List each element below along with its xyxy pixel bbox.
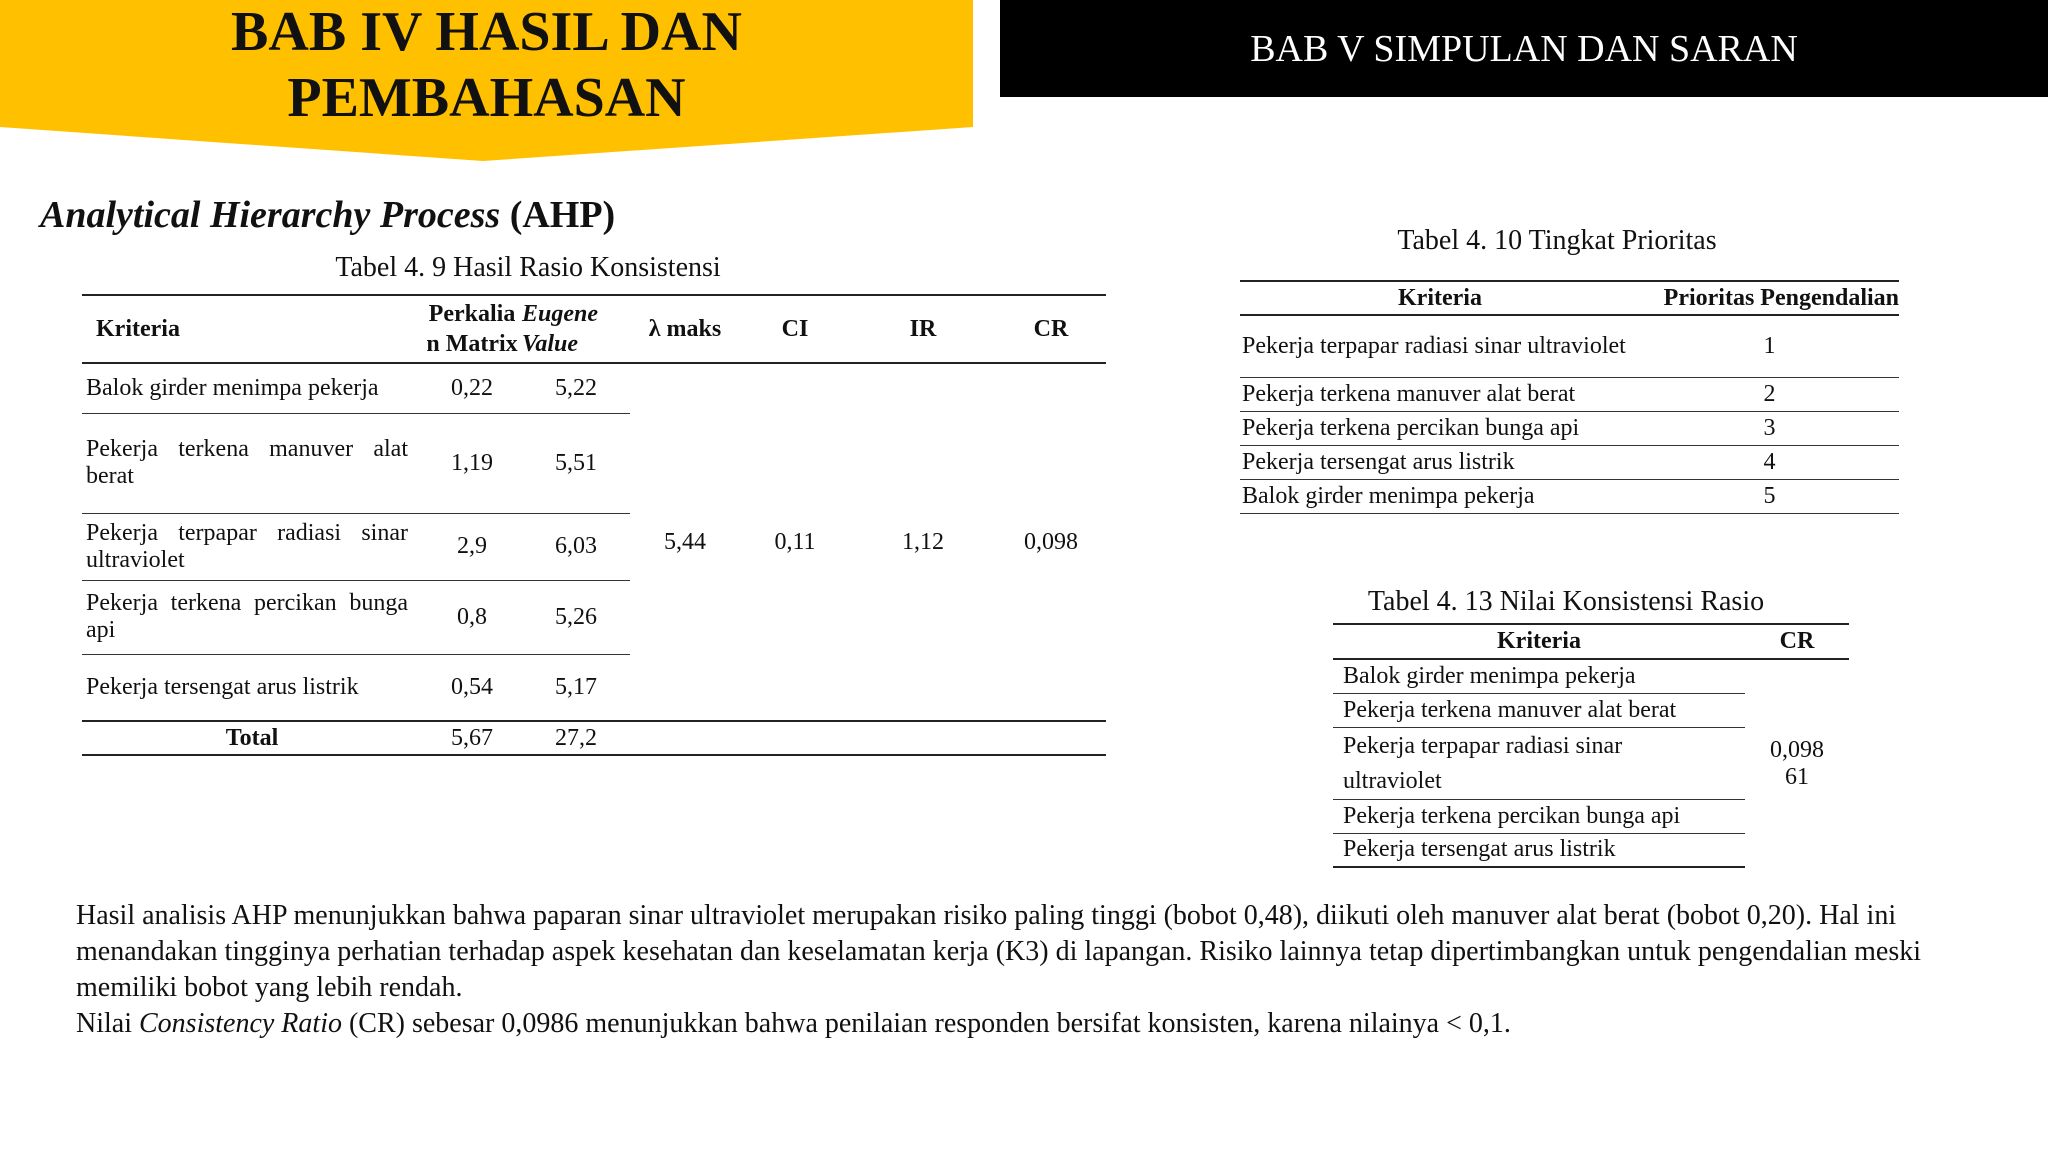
summary-paragraph-2: Nilai Consistency Ratio (CR) sebesar 0,0986 menunjukkan bahwa penilaian responden bersifat konsisten, karena nilainya < 0,1. bbox=[76, 1008, 1511, 1039]
row-matrix: 0,54 bbox=[451, 673, 493, 700]
row-eugene: 5,51 bbox=[522, 413, 630, 513]
row-kriteria: Pekerja terpapar radiasi sinar ultraviolet bbox=[1240, 315, 1640, 377]
row-matrix: 0,22 bbox=[422, 363, 522, 413]
row-kriteria: Pekerja tersengat arus listrik bbox=[1240, 445, 1640, 479]
row-kriteria: Pekerja terkena percikan bunga api bbox=[1333, 799, 1745, 833]
header-lambda-maks: λ maks bbox=[630, 295, 740, 363]
row-prioritas: 2 bbox=[1640, 377, 1899, 411]
row-kriteria: Balok girder menimpa pekerja bbox=[1333, 659, 1745, 693]
section-title-rest: (AHP) bbox=[500, 194, 616, 236]
table-row bbox=[1240, 479, 1899, 513]
row-matrix: 1,19 bbox=[422, 413, 522, 513]
ci-value: 0,11 bbox=[774, 528, 816, 555]
table-413-caption: Tabel 4. 13 Nilai Konsistensi Rasio bbox=[1367, 586, 1765, 617]
row-matrix: 0,8 bbox=[422, 580, 522, 654]
row-kriteria: Balok girder menimpa pekerja bbox=[1240, 479, 1640, 513]
row-prioritas: 4 bbox=[1640, 445, 1899, 479]
table-row bbox=[1240, 377, 1899, 411]
header-cr: CR bbox=[996, 295, 1106, 363]
row-eugene: 5,26 bbox=[522, 580, 630, 654]
priority-table bbox=[1240, 280, 1899, 514]
ir-value: 1,12 bbox=[902, 528, 944, 555]
summary-paragraph-1: Hasil analisis AHP menunjukkan bahwa paparan sinar ultraviolet merupakan risiko paling tinggi (bobot 0,48), diikuti oleh manuver alat berat (bobot 0,20). Hal ini menandakan tingginya perhatian terhadap aspek kesehatan dan keselamatan kerja (K3) di lapangan. Risiko lainnya tetap dipertimbangkan untuk pengendalian meski memiliki bobot yang lebih rendah. bbox=[76, 900, 1922, 1003]
row-kriteria: Pekerja terkena manuver alat berat bbox=[1240, 377, 1640, 411]
table-row bbox=[1240, 411, 1899, 445]
row-kriteria: Pekerja terkena percikan bunga api bbox=[1240, 411, 1640, 445]
header-kriteria: Kriteria bbox=[1333, 624, 1745, 659]
row-eugene: 5,17 bbox=[555, 673, 597, 700]
row-kriteria: Pekerja terkena manuver alat berat bbox=[82, 413, 422, 513]
total-matrix: 5,67 bbox=[422, 721, 522, 755]
total-eugene: 27,2 bbox=[522, 721, 630, 755]
total-label: Total bbox=[82, 721, 422, 755]
consistency-value-table bbox=[1333, 623, 1849, 868]
consistency-ratio-table bbox=[82, 294, 1106, 756]
row-kriteria: Pekerja terkena manuver alat berat bbox=[1333, 693, 1745, 727]
row-prioritas: 1 bbox=[1640, 315, 1899, 377]
row-kriteria: Pekerja terkena percikan bunga api bbox=[82, 580, 422, 654]
total-row bbox=[82, 721, 1106, 755]
row-kriteria: Pekerja terpapar radiasi sinar bbox=[1343, 732, 1623, 759]
row-kriteria: Pekerja tersengat arus listrik bbox=[1333, 833, 1745, 867]
summary-text bbox=[76, 898, 2016, 1042]
section-title-italic: Analytical Hierarchy Process bbox=[40, 194, 501, 236]
table-49-caption: Tabel 4. 9 Hasil Rasio Konsistensi bbox=[335, 252, 721, 283]
tab-bab-iv-label: BAB IV HASIL DAN PEMBAHASAN bbox=[231, 1, 742, 129]
row-kriteria: Pekerja terpapar radiasi sinar ultraviolet bbox=[86, 519, 408, 573]
header-prioritas: Prioritas Pengendalian bbox=[1640, 281, 1899, 315]
table-row bbox=[1333, 659, 1849, 693]
table-row bbox=[82, 363, 1106, 413]
header-eugene-value: Eugene Value bbox=[522, 295, 630, 363]
row-prioritas: 5 bbox=[1640, 479, 1899, 513]
row-kriteria: ultraviolet bbox=[1333, 765, 1745, 799]
header-kriteria: Kriteria bbox=[1240, 281, 1640, 315]
lambda-maks-value: 5,44 bbox=[664, 528, 706, 555]
row-kriteria: Balok girder menimpa pekerja bbox=[82, 363, 422, 413]
cr-value: 0,098 bbox=[1024, 528, 1078, 555]
header-cr: CR bbox=[1745, 624, 1849, 659]
tab-bab-v[interactable] bbox=[1000, 0, 2048, 97]
header-ir: IR bbox=[850, 295, 996, 363]
row-prioritas: 3 bbox=[1640, 411, 1899, 445]
header-kriteria: Kriteria bbox=[82, 295, 422, 363]
table-row bbox=[1240, 315, 1899, 377]
table-row bbox=[1240, 445, 1899, 479]
row-eugene: 6,03 bbox=[555, 533, 597, 559]
section-title bbox=[40, 193, 615, 237]
table-410-caption: Tabel 4. 10 Tingkat Prioritas bbox=[1397, 225, 1717, 256]
row-matrix: 2,9 bbox=[457, 533, 487, 559]
header-ci: CI bbox=[740, 295, 850, 363]
cr-value: 0,098 61 bbox=[1770, 736, 1824, 790]
row-eugene: 5,22 bbox=[522, 363, 630, 413]
header-perkalian-matrix: Perkalia n Matrix bbox=[422, 295, 522, 363]
tab-bab-v-label: BAB V SIMPULAN DAN SARAN bbox=[1250, 27, 1798, 70]
row-kriteria: Pekerja tersengat arus listrik bbox=[86, 673, 359, 700]
